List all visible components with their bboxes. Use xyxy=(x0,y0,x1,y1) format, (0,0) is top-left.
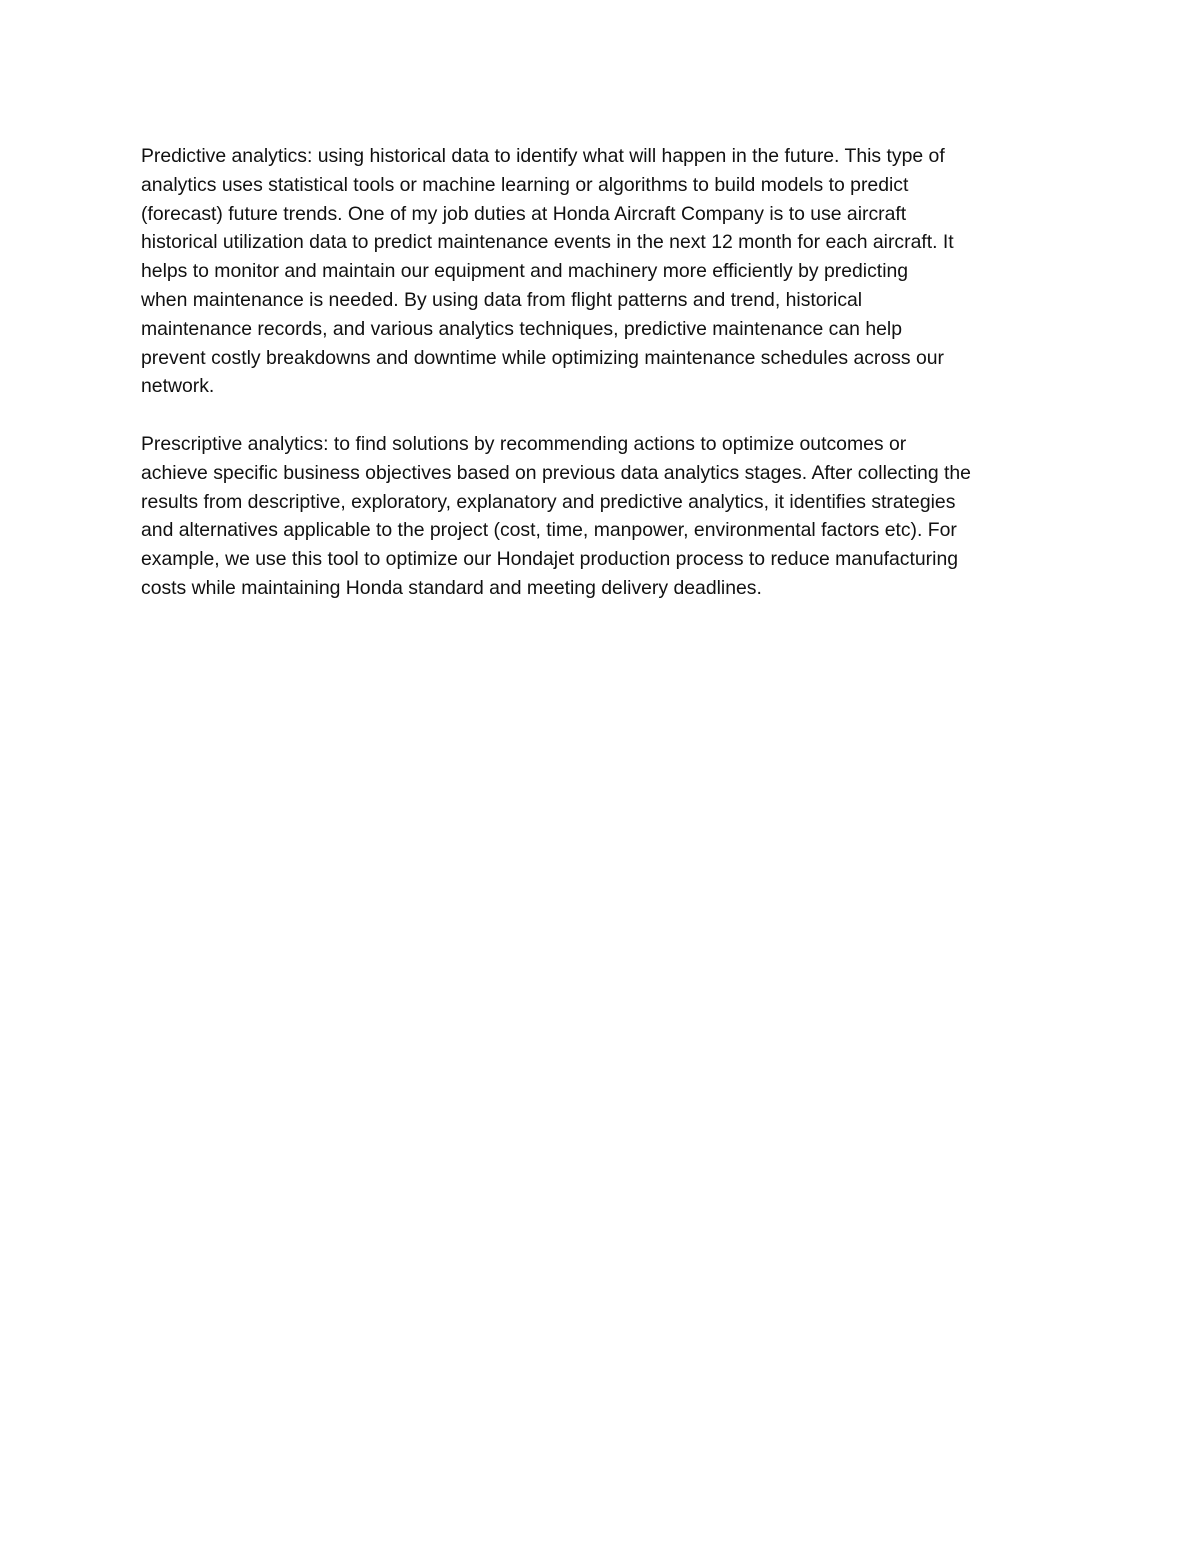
paragraph-line: costs while maintaining Honda standard and meeting delivery deadlines. xyxy=(141,576,762,599)
paragraph-line: (forecast) future trends. One of my job duties at Honda Aircraft Company is to use aircraft xyxy=(141,202,907,225)
paragraph-line: network. xyxy=(141,375,215,398)
paragraph-line: helps to monitor and maintain our equipment and machinery more efficiently by predicting xyxy=(141,260,909,283)
paragraph-line: Predictive analytics: using historical data to identify what will happen in the future. This type of xyxy=(141,145,945,167)
paragraph-line: when maintenance is needed. By using data from flight patterns and trend, historical xyxy=(141,288,863,311)
paragraph-line: results from descriptive, exploratory, explanatory and predictive analytics, it identifies strategies xyxy=(141,490,956,513)
paragraph-line: analytics uses statistical tools or machine learning or algorithms to build models to predict xyxy=(141,173,909,196)
paragraph-line: achieve specific business objectives based on previous data analytics stages. After collecting the xyxy=(141,461,971,484)
paragraph-predictive-analytics xyxy=(141,142,1063,401)
paragraph-line: example, we use this tool to optimize our Hondajet production process to reduce manufacturing xyxy=(141,548,959,571)
paragraph-line: historical utilization data to predict maintenance events in the next 12 month for each aircraft. It xyxy=(141,231,954,254)
paragraph-line: prevent costly breakdowns and downtime while optimizing maintenance schedules across our xyxy=(141,346,944,369)
document-body xyxy=(141,142,1063,632)
paragraph-prescriptive-analytics xyxy=(141,430,1063,603)
paragraph-line: maintenance records, and various analytics techniques, predictive maintenance can help xyxy=(141,317,902,340)
paragraph-line: Prescriptive analytics: to find solutions by recommending actions to optimize outcomes or xyxy=(141,432,907,455)
paragraph-line: and alternatives applicable to the project (cost, time, manpower, environmental factors etc). For xyxy=(141,519,957,542)
